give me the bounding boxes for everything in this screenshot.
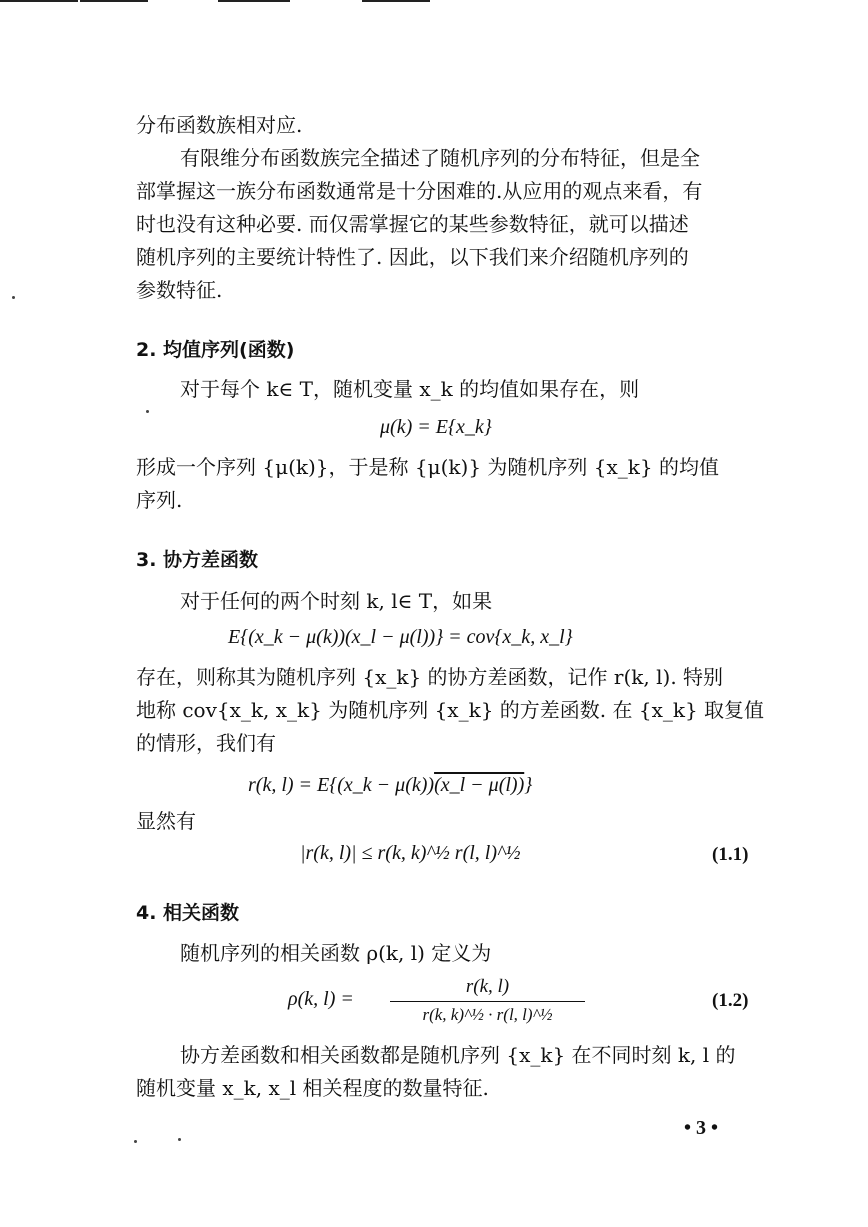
section-heading: 3. 协方差函数 <box>136 549 259 571</box>
scan-speck <box>12 296 15 299</box>
scan-speck <box>178 1138 181 1141</box>
paragraph-line: 部掌握这一族分布函数通常是十分困难的.从应用的观点来看，有 <box>136 179 703 203</box>
equation: |r(k, l)| ≤ r(k, k)^½ r(l, l)^½ <box>300 842 521 864</box>
paragraph-line: 显然有 <box>136 809 196 833</box>
fraction-denominator: r(k, k)^½ · r(l, l)^½ <box>422 1005 553 1024</box>
equation-conjugate-part: (x_l − μ(l)) <box>434 774 525 796</box>
paragraph-line: 的情形，我们有 <box>136 731 276 755</box>
paragraph-line: 随机变量 x_k, x_l 相关程度的数量特征. <box>136 1076 489 1100</box>
fraction-numerator: r(k, l) <box>390 976 585 1002</box>
page-number: • 3 • <box>684 1117 719 1139</box>
equation-number: (1.1) <box>712 844 749 865</box>
section-heading: 4. 相关函数 <box>136 902 240 924</box>
equation-part: r(k, l) = E{(x_k − μ(k)) <box>248 774 435 796</box>
paragraph-line: 形成一个序列 {μ(k)}，于是称 {μ(k)} 为随机序列 {x_k} 的均值 <box>136 455 719 479</box>
paragraph-line: 地称 cov{x_k, x_k} 为随机序列 {x_k} 的方差函数. 在 {x_k} 取复值 <box>136 698 765 722</box>
scan-artifact <box>218 0 290 2</box>
paragraph-line: 对于每个 k∈ T，随机变量 x_k 的均值如果存在，则 <box>180 377 640 401</box>
equation: μ(k) = E{x_k} <box>380 416 492 438</box>
equation <box>248 774 532 797</box>
scan-speck <box>146 410 149 413</box>
equation-lhs: ρ(k, l) = <box>288 988 354 1010</box>
paragraph-line: 存在，则称其为随机序列 {x_k} 的协方差函数，记作 r(k, l). 特别 <box>136 665 724 689</box>
scan-artifact <box>80 0 148 2</box>
equation-number: (1.2) <box>712 990 749 1011</box>
paragraph-line: 参数特征. <box>136 278 223 302</box>
scan-speck <box>134 1140 137 1143</box>
paragraph-line: 协方差函数和相关函数都是随机序列 {x_k} 在不同时刻 k, l 的 <box>180 1043 736 1067</box>
paragraph-line: 有限维分布函数族完全描述了随机序列的分布特征，但是全 <box>180 146 700 170</box>
paragraph-line: 随机序列的相关函数 ρ(k, l) 定义为 <box>180 941 492 965</box>
scan-artifact <box>362 0 430 2</box>
equation: E{(x_k − μ(k))(x_l − μ(l))} = cov{x_k, x_l} <box>228 626 573 648</box>
fraction <box>390 976 585 1025</box>
section-heading: 2. 均值序列(函数) <box>136 339 295 361</box>
equation-part: } <box>524 774 533 796</box>
paragraph-line: 序列. <box>136 488 183 512</box>
paragraph-line: 分布函数族相对应. <box>136 113 303 137</box>
paragraph-line: 对于任何的两个时刻 k, l∈ T，如果 <box>180 589 493 613</box>
paragraph-line: 时也没有这种必要. 而仅需掌握它的某些参数特征，就可以描述 <box>136 212 689 236</box>
scan-artifact <box>0 0 78 2</box>
paragraph-line: 随机序列的主要统计特性了. 因此，以下我们来介绍随机序列的 <box>136 245 689 269</box>
